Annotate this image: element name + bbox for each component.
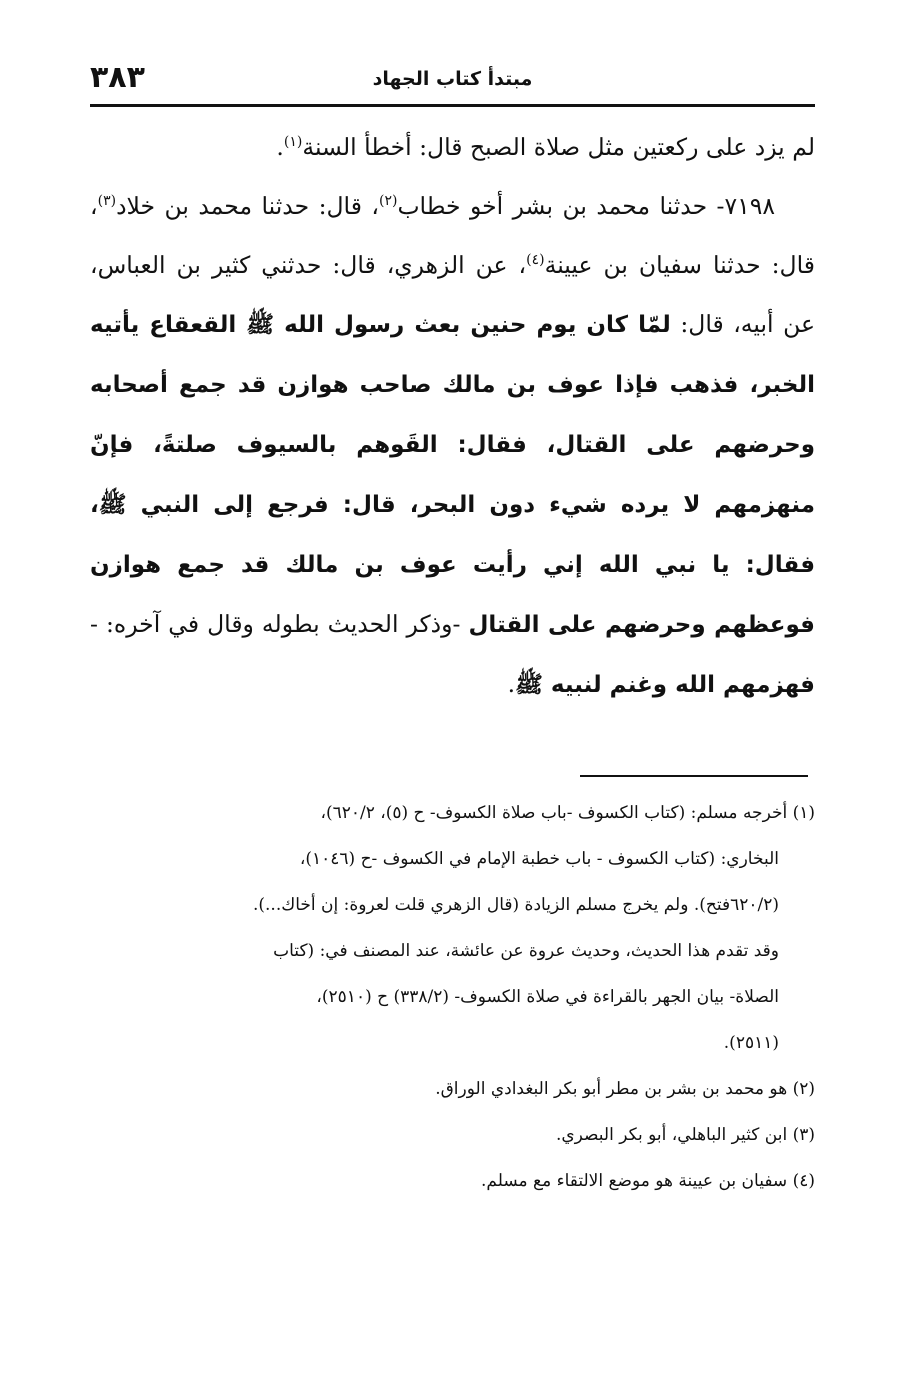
running-title: مبتدأ كتاب الجهاد [372,68,533,90]
hadith-isnad-4: ، عن الزهري، قال: حدثني كثير بن العباس، عن أبيه، قال: [90,251,815,338]
hadith-note: -وذكر الحديث بطوله وقال في آخره: - [90,610,469,638]
footnote-ref-1: (١) [283,134,303,151]
footnote-1-line-4: وقد تقدم هذا الحديث، وحديث عروة عن عائشة، عند المصنف في: (كتاب [273,941,779,961]
hadith-isnad-1: ٧١٩٨- حدثنا محمد بن بشر أخو خطاب [397,192,775,220]
footnote-1-line-2: البخاري: (كتاب الكسوف - باب خطبة الإمام في الكسوف -ح (١٠٤٦)، [299,849,779,869]
paragraph-continuation [90,118,815,177]
footnote-4: (٤) سفيان بن عيينة هو موضع الالتقاء مع مسلم. [481,1171,815,1191]
footnote-3: (٣) ابن كثير الباهلي، أبو بكر البصري. [555,1125,815,1145]
footnote-ref-2: (٢) [378,193,398,210]
p1-end: . [276,133,284,161]
hadith-end: . [507,670,516,698]
hadith-isnad-3: ، قال: حدثنا سفيان بن عيينة [90,192,815,279]
footnote-ref-4: (٤) [526,252,545,269]
footnote-1-line-6: (٢٥١١). [723,1033,779,1053]
hadith-paragraph [90,177,815,715]
footnotes [90,790,815,1204]
hadith-matn-bold: لمّا كان يوم حنين بعث رسول الله ﷺ القعقاع يأتيه الخبر، فذهب فإذا عوف بن مالك صاحب هوازن قد جمع أصحابه وحرضهم على القتال، فقال: القَوهم بالسيوف صلتةً، فإنّ منهزمهم لا يرده شيء دون البحر، قال: فرجع إلى النبي ﷺ، فقال: يا نبي الله إني رأيت عوف بن مالك قد جمع هوازن فوعظهم وحرضهم على القتال [90,312,815,638]
footnote-ref-3: (٣) [97,193,117,210]
hadith-ending-bold: فهزمهم الله وغنم لنبيه ﷺ [515,672,815,698]
main-text [90,118,815,715]
hadith-isnad-2: ، قال: حدثنا محمد بن خلاد [116,192,379,220]
p1-text: لم يزد على ركعتين مثل صلاة الصبح قال: أخطأ السنة [302,133,815,161]
footnote-separator [580,775,808,777]
footnote-1-line-3: (٦٢٠/٢فتح). ولم يخرج مسلم الزيادة (قال الزهري قلت لعروة: إن أخاك...). [252,895,779,915]
page-header [90,60,815,107]
footnote-1-line-1: (١) أخرجه مسلم: (كتاب الكسوف -باب صلاة الكسوف- ح (٥)، ٦٢٠/٢)، [320,803,815,823]
footnote-2: (٢) هو محمد بن بشر بن مطر أبو بكر البغدادي الوراق. [435,1079,815,1099]
page-number: ٣٨٣ [90,60,145,95]
footnote-1-line-5: الصلاة- بيان الجهر بالقراءة في صلاة الكسوف- (٣٣٨/٢) ح (٢٥١٠)، [316,987,779,1007]
